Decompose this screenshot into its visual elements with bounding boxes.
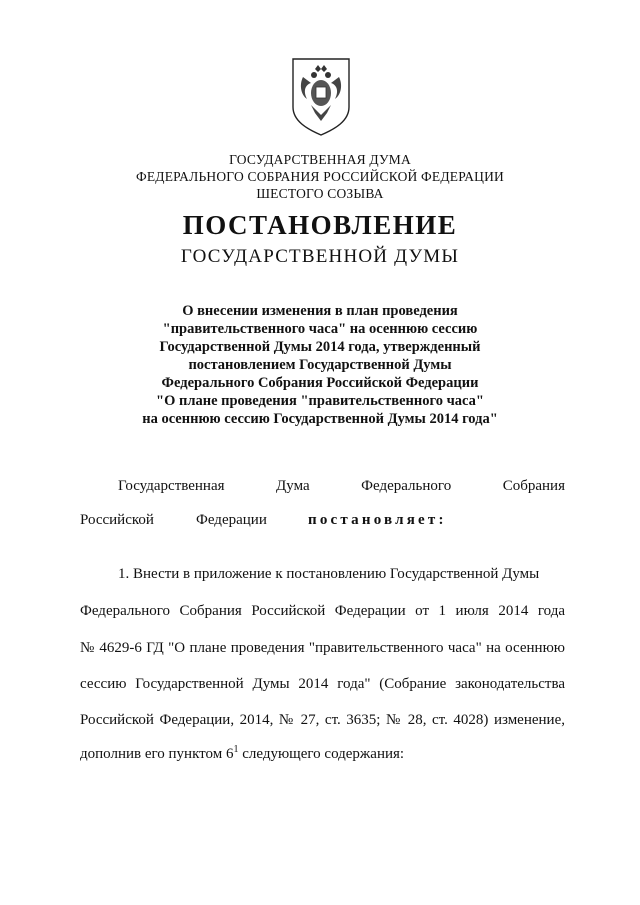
superscript: 1 [233, 744, 239, 755]
preamble-word: Дума [276, 478, 310, 494]
preamble-word: Собрания [502, 478, 565, 494]
body-line-2: Федерального Собрания Российской Федерации от 1 июля 2014 года [80, 603, 565, 619]
subject-line-1: О внесении изменения в план проведения [182, 303, 458, 319]
org-line-1: ГОСУДАРСТВЕННАЯ ДУМА [229, 152, 411, 167]
subject-line-6: "О плане проведения "правительственного часа" [156, 393, 484, 409]
preamble-word: Государственная [118, 478, 225, 494]
body-text: 1. Внести в приложение к постановлению Государственной Думы [118, 566, 540, 582]
body-line-1 [118, 566, 565, 583]
subject-line-4: постановлением Государственной Думы [188, 357, 452, 373]
subject-line-7: на осеннюю сессию Государственной Думы 2014 года" [142, 411, 498, 427]
coat-of-arms-emblem [289, 55, 353, 139]
document-title: ПОСТАНОВЛЕНИЕ [182, 210, 458, 240]
preamble-word: Федерации [196, 512, 267, 528]
subject-line-3: Государственной Думы 2014 года, утвержденный [159, 339, 481, 355]
document-subtitle: ГОСУДАРСТВЕННОЙ ДУМЫ [180, 246, 460, 267]
body-line-3: № 4629-6 ГД "О плане проведения "правительственного часа" на осеннюю [80, 640, 565, 656]
body-line-5: Российской Федерации, 2014, № 27, ст. 3635; № 28, ст. 4028) изменение, [80, 712, 565, 728]
body-line-6 [80, 744, 404, 763]
org-line-3: ШЕСТОГО СОЗЫВА [256, 186, 384, 201]
body-line-4: сессию Государственной Думы 2014 года" (Собрание законодательства [80, 676, 565, 692]
body-text: дополнив его пунктом 6 [80, 746, 234, 762]
preamble-word: Российской [80, 512, 154, 528]
subject-line-2: "правительственного часа" на осеннюю сессию [162, 321, 478, 337]
subject-line-5: Федерального Собрания Российской Федерации [161, 375, 479, 391]
body-text: следующего содержания: [238, 746, 405, 762]
preamble-word: Федерального [361, 478, 452, 494]
decree-verb: постановляет: [308, 512, 447, 528]
org-line-2: ФЕДЕРАЛЬНОГО СОБРАНИЯ РОССИЙСКОЙ ФЕДЕРАЦИИ [136, 169, 504, 184]
preamble-line-1 [118, 478, 565, 495]
